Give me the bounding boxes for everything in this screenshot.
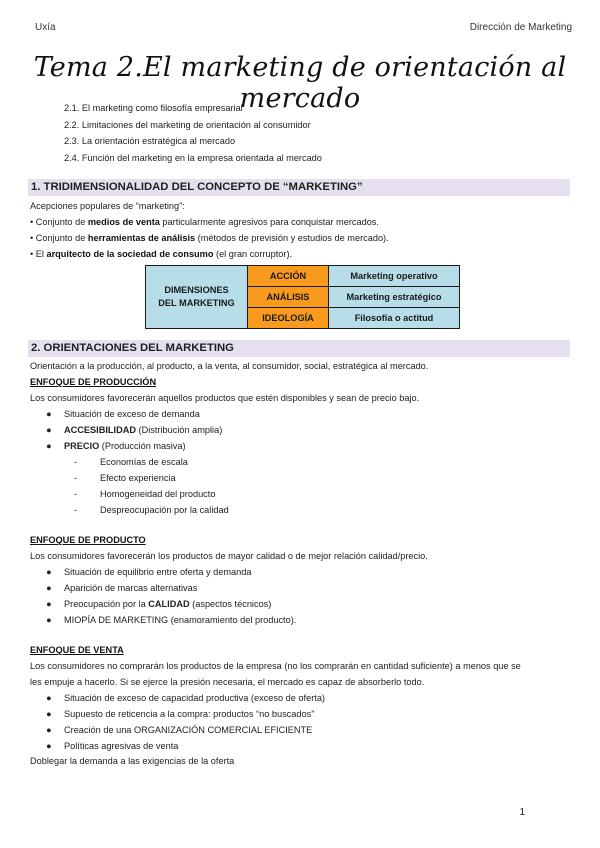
sub-list-item: - Homogeneidad del producto — [74, 489, 216, 499]
list-item: ● PRECIO (Producción masiva) — [46, 441, 186, 451]
sub-list-item: - Efecto experiencia — [74, 473, 176, 483]
meaning-cell: Marketing estratégico — [329, 287, 460, 308]
subsection-description: Los consumidores favorecerán aquellos productos que estén disponibles y sean de precio bajo. — [30, 393, 420, 403]
list-item: ● MIOPÍA DE MARKETING (enamoramiento del producto). — [46, 615, 297, 625]
list-item: ● Supuesto de reticencia a la compra: productos “no buscados” — [46, 709, 315, 719]
subsection-description: Los consumidores favorecerán los productos de mayor calidad o de mejor relación calidad/precio. — [30, 551, 428, 561]
section-1-bullet: • El arquitecto de la sociedad de consumo (el gran corruptor). — [30, 249, 293, 259]
list-item: ● Aparición de marcas alternativas — [46, 583, 198, 593]
section-2-intro: Orientación a la producción, al producto, a la venta, al consumidor, social, estratégica al mercado. — [30, 361, 429, 371]
table-of-contents — [64, 100, 322, 166]
subsection-title: ENFOQUE DE PRODUCCIÓN — [30, 377, 157, 387]
toc-item: 2.4. Función del marketing en la empresa orientada al mercado — [64, 152, 322, 163]
header-author: Uxía — [35, 22, 56, 33]
section-1-heading: 1. TRIDIMENSIONALIDAD DEL CONCEPTO DE “MARKETING” — [28, 179, 570, 196]
subsection-description: Los consumidores no comprarán los productos de la empresa (no los comprarán en cantidad suficiente) a menos que se — [30, 661, 521, 671]
section-1-intro: Acepciones populares de “marketing”: — [30, 201, 185, 211]
list-item: ● ACCESIBILIDAD (Distribución amplia) — [46, 425, 223, 435]
list-item: ● Situación de equilibrio entre oferta y demanda — [46, 567, 252, 577]
page-number: 1 — [519, 807, 525, 818]
dimension-cell: ANÁLISIS — [248, 287, 329, 308]
subsection-title: ENFOQUE DE PRODUCTO — [30, 535, 146, 545]
subsection-description: les empuje a hacerlo. Si se ejerce la presión necesaria, el mercado es capaz de absorberlo todo. — [30, 677, 425, 687]
section-1-bullet: • Conjunto de herramientas de análisis (métodos de previsión y estudios de mercado). — [30, 233, 389, 243]
list-item: ● Situación de exceso de demanda — [46, 409, 200, 419]
toc-item: 2.2. Limitaciones del marketing de orientación al consumidor — [64, 119, 311, 130]
list-item: ● Políticas agresivas de venta — [46, 741, 179, 751]
meaning-cell: Filosofía o actitud — [329, 308, 460, 329]
toc-item: 2.1. El marketing como filosofía empresarial — [64, 103, 243, 113]
dimension-cell: ACCIÓN — [248, 266, 329, 287]
dimensions-label-line: DIMENSIONES — [164, 285, 229, 295]
list-item: ● Creación de una ORGANIZACIÓN COMERCIAL EFICIENTE — [46, 725, 313, 735]
meaning-cell: Marketing operativo — [329, 266, 460, 287]
sub-list-item: - Despreocupación por la calidad — [74, 505, 229, 515]
section-1-bullet: • Conjunto de medios de venta particularmente agresivos para conquistar mercados. — [30, 217, 379, 227]
dimension-cell: IDEOLOGÍA — [248, 308, 329, 329]
table-row — [146, 266, 460, 287]
list-item: ● Preocupación por la CALIDAD (aspectos técnicos) — [46, 599, 272, 609]
header-course: Dirección de Marketing — [469, 22, 572, 33]
toc-item: 2.3. La orientación estratégica al mercado — [64, 136, 236, 146]
closing-line: Doblegar la demanda a las exigencias de la oferta — [30, 756, 235, 766]
page-title: Tema 2.El marketing de orientación al mercado — [33, 52, 567, 114]
dimensions-label-cell — [146, 266, 248, 329]
sub-list-item: - Economías de escala — [74, 457, 188, 467]
dimensions-table — [145, 265, 460, 329]
list-item: ● Situación de exceso de capacidad productiva (exceso de oferta) — [46, 693, 325, 703]
section-2-heading: 2. ORIENTACIONES DEL MARKETING — [28, 340, 570, 357]
dimensions-label-line: DEL MARKETING — [158, 298, 235, 308]
subsection-title: ENFOQUE DE VENTA — [30, 645, 124, 655]
